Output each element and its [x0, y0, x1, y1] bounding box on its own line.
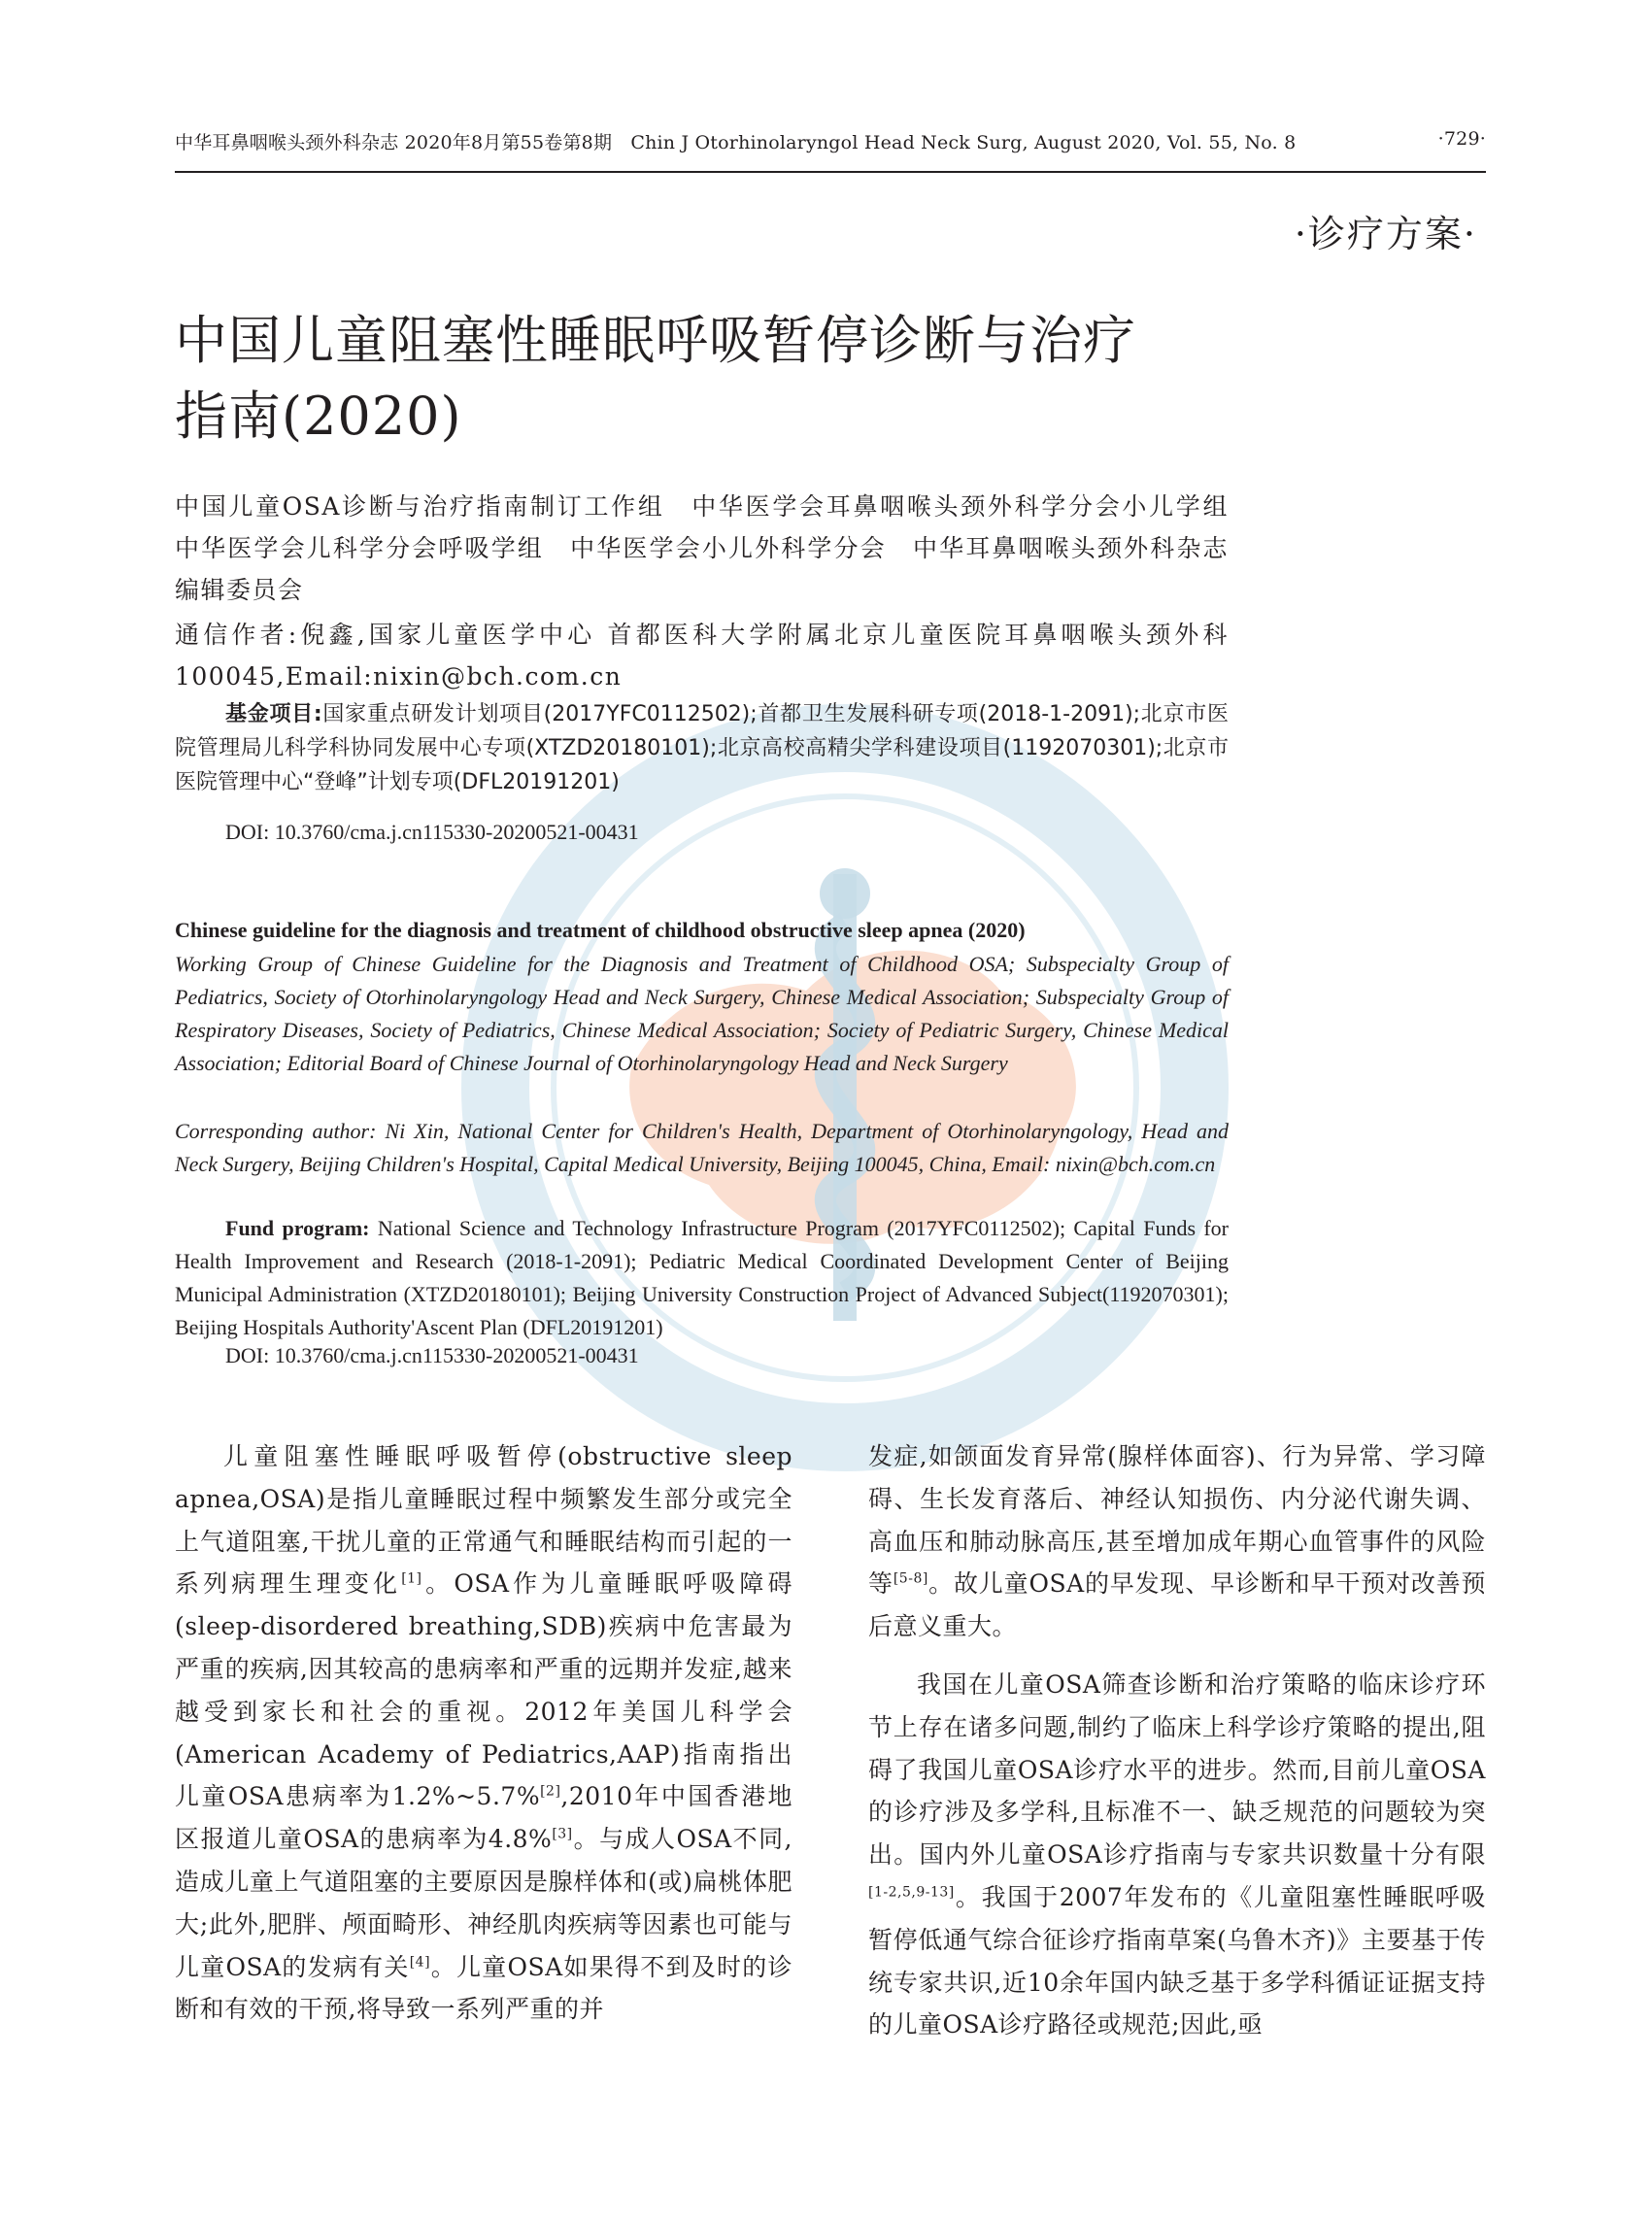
text-span: 发症,如颌面发育异常(腺样体面容)、行为异常、学习障碍、生长发育落后、神经认知损伤、内分泌代谢失调、高血压和肺动脉高压,甚至增加成年期心血管事件的风险等 — [868, 1442, 1486, 1599]
corresponding-author-cn: 通信作者:倪鑫,国家儿童医学中心 首都医科大学附属北京儿童医院耳鼻咽喉头颈外科 100045,Email:nixin@bch.com.cn — [175, 621, 1229, 691]
running-title: 中华耳鼻咽喉头颈外科杂志 2020年8月第55卷第8期 Chin J Otorhinolaryngol Head Neck Surg, August 2020, Vol. 55, No. 8 — [175, 132, 1297, 153]
english-title: Chinese guideline for the diagnosis and treatment of childhood obstructive sleep apnea (2020) — [175, 918, 1026, 942]
text-span: 。儿童OSA如果得不到及时的诊断和有效的干预,将导致一系列严重的并 — [175, 1952, 792, 2024]
english-authors: Working Group of Chinese Guideline for the Diagnosis and Treatment of Childhood OSA; Subspecialty Group of Pediatrics, Society of Otorhinolaryngology Head and Neck Surgery, Chinese Medical Association; Subspecialty Group of Respiratory Diseases, Society of Pediatrics, Chinese Medical Association; Society of Pediatric Surgery, Chinese Medical Association; Editorial Board of Chinese Journal of Otorhinolaryngology Head and Neck Surgery — [175, 952, 1229, 1075]
citation[interactable]: [4] — [409, 1954, 431, 1971]
citation[interactable]: [1-2,5,9-13] — [868, 1884, 955, 1901]
doi-en: DOI: 10.3760/cma.j.cn115330-20200521-00431 — [225, 1343, 639, 1367]
column-tag: ·诊疗方案· — [1294, 213, 1477, 255]
title-line-2: 指南(2020) — [175, 386, 462, 447]
text-span: 我国在儿童OSA筛查诊断和治疗策略的临床诊疗环节上存在诸多问题,制约了临床上科学诊疗策略的提出,阻碍了我国儿童OSA诊疗水平的进步。然而,目前儿童OSA的诊疗涉及多学科,且标准不一、缺乏规范的问题较为突出。国内外儿童OSA诊疗指南与专家共识数量十分有限 — [868, 1669, 1486, 1870]
article-title — [175, 303, 1243, 455]
paragraph — [175, 1435, 792, 2031]
text-span: 。与成人OSA不同,造成儿童上气道阻塞的主要原因是腺样体和(或)扁桃体肥大;此外,肥胖、颅面畸形、神经肌肉疾病等因素也可能与儿童OSA的发病有关 — [175, 1825, 792, 1981]
body-column-right — [868, 1435, 1486, 2046]
citation[interactable]: [2] — [540, 1784, 561, 1801]
paragraph — [868, 1435, 1486, 1648]
text-span: 。我国于2007年发布的《儿童阻塞性睡眠呼吸暂停低通气综合征诊疗指南草案(乌鲁木齐)》主要基于传统专家共识,近10余年国内缺乏基于多学科循证证据支持的儿童OSA诊疗路径或规范;因此,亟 — [868, 1882, 1486, 2040]
header-rule — [175, 171, 1486, 173]
english-corresponding-author: Corresponding author: Ni Xin, National Center for Children's Health, Department of Otorhinolaryngology, Head and Neck Surgery, Beijing Children's Hospital, Capital Medical University, Beijing 100045, China, Email: nixin@bch.com.cn — [175, 1119, 1229, 1176]
paragraph — [868, 1664, 1486, 2046]
title-line-1: 中国儿童阻塞性睡眠呼吸暂停诊断与治疗 — [175, 310, 1136, 371]
running-header — [175, 128, 1486, 154]
citation[interactable]: [3] — [552, 1826, 573, 1842]
authors-cn: 中国儿童OSA诊断与治疗指南制订工作组 中华医学会耳鼻咽喉头颈外科学分会小儿学组 中华医学会儿科学分会呼吸学组 中华医学会小儿外科学分会 中华耳鼻咽喉头颈外科杂志编辑委员会 — [175, 492, 1255, 604]
english-fund-text: National Science and Technology Infrastructure Program (2017YFC0112502); Capital Funds for Health Improvement and Research (2018-1-2091); Pediatric Medical Coordinated Development Center of Beijing Municipal Administration (XTZD20180101); Beijing University Construction Project of Advanced Subject(1192070301); Beijing Hospitals Authority'Ascent Plan (DFL20191201) — [175, 1216, 1230, 1339]
text-span: 。故儿童OSA的早发现、早诊断和早干预对改善预后意义重大。 — [868, 1569, 1486, 1641]
citation[interactable]: [5-8] — [893, 1571, 928, 1588]
fund-cn-text: 国家重点研发计划项目(2017YFC0112502);首都卫生发展科研专项(2018-1-2091);北京市医院管理局儿科学科协同发展中心专项(XTZD20180101);北京高校高精尖学科建设项目(1192070301);北京市医院管理中心“登峰”计划专项(DFL20191201) — [175, 702, 1229, 794]
text-span: 。OSA作为儿童睡眠呼吸障碍(sleep-disordered breathing,SDB)疾病中危害最为严重的疾病,因其较高的患病率和严重的远期并发症,越来越受到家长和社会的重视。2012年美国儿科学会(American Academy of Pediatrics,AAP)指南指出儿童OSA患病率为1.2%~5.7% — [175, 1569, 792, 1811]
text-span: 儿童阻塞性睡眠呼吸暂停(obstructive sleep apnea,OSA)是指儿童睡眠过程中频繁发生部分或完全上气道阻塞,干扰儿童的正常通气和睡眠结构而引起的一系列病理生理变化 — [175, 1442, 792, 1599]
text-span: ,2010年中国香港地区报道儿童OSA的患病率为4.8% — [175, 1782, 792, 1854]
doi-cn: DOI: 10.3760/cma.j.cn115330-20200521-00431 — [225, 820, 639, 844]
citation[interactable]: [1] — [401, 1571, 422, 1588]
english-fund — [175, 1212, 1229, 1344]
fund-cn — [175, 697, 1229, 799]
english-fund-label: Fund program: — [225, 1216, 370, 1240]
body-column-left — [175, 1435, 792, 2031]
fund-cn-label: 基金项目: — [225, 702, 322, 726]
page-number: ·729· — [1437, 128, 1486, 150]
